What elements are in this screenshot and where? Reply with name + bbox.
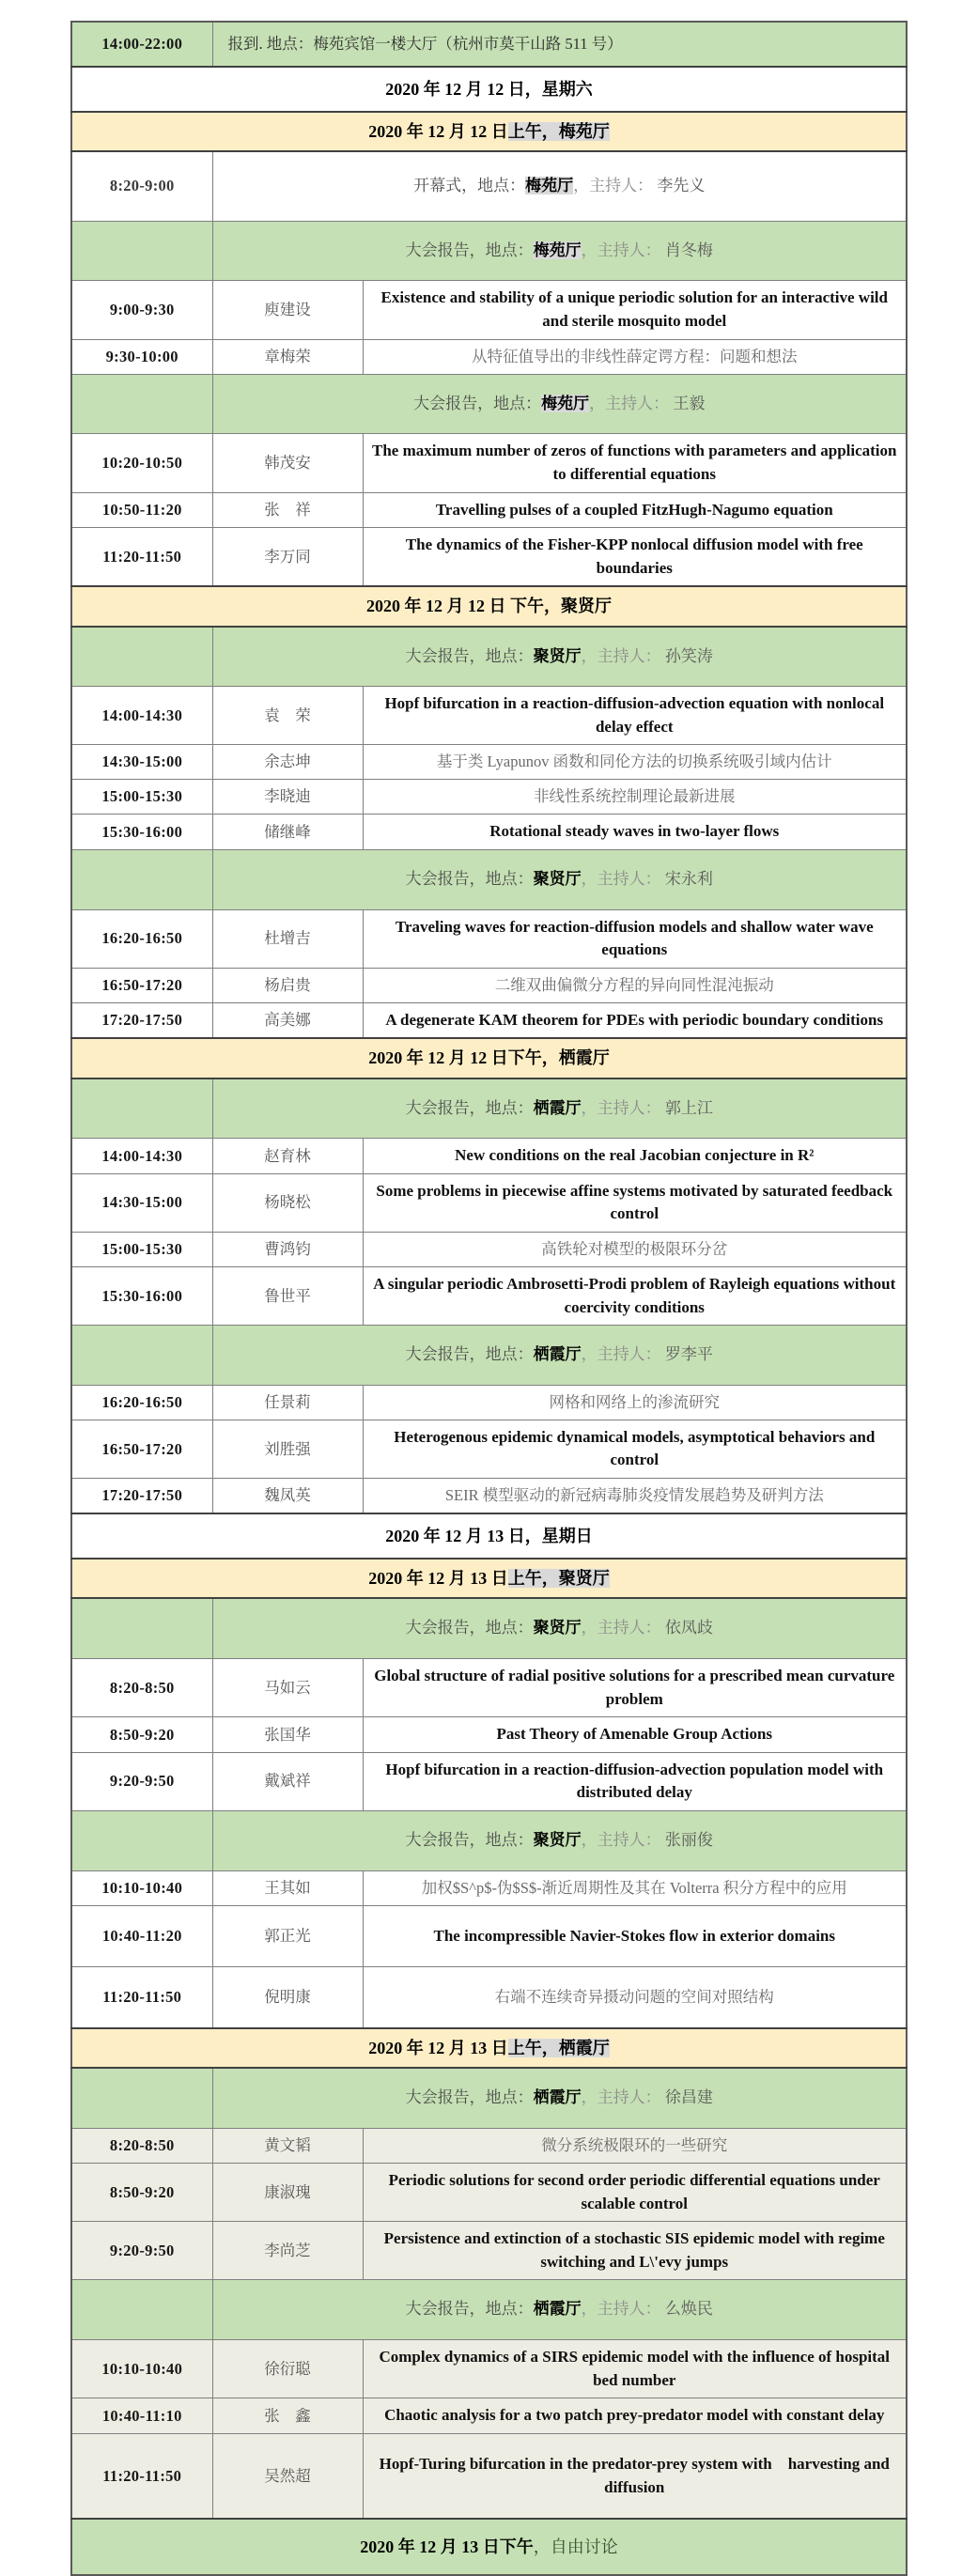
talk-title: Hopf bifurcation in a reaction-diffusion-advection equation with nonlocal delay effect — [363, 687, 907, 745]
time-cell: 16:50-17:20 — [71, 1420, 212, 1478]
chair-label: ，主持人： — [581, 1831, 661, 1850]
talk-title: 网格和网络上的渗流研究 — [363, 1385, 907, 1420]
venue-name: 聚贤厅 — [533, 1831, 582, 1850]
venue-name: 栖霞厅 — [533, 2088, 582, 2107]
session-header-cell — [212, 849, 907, 909]
session-label: 大会报告，地点： — [405, 241, 534, 259]
daypart-date: 2020 年 12 月 12 日 — [368, 122, 508, 142]
daypart-header — [71, 586, 907, 626]
time-cell — [71, 221, 212, 281]
venue-name: 栖霞厅 — [533, 1098, 582, 1117]
chair-label: ，主持人： — [581, 646, 661, 665]
talk-row — [71, 339, 907, 374]
talk-row — [71, 1420, 907, 1478]
time-cell: 15:30-16:00 — [71, 1267, 212, 1326]
session-header-cell — [212, 1811, 907, 1871]
session-label: 大会报告，地点： — [405, 1098, 534, 1117]
session-row — [71, 849, 907, 909]
daypart-venue: 上午，栖霞厅 — [507, 2039, 610, 2058]
speaker-name: 张 鑫 — [212, 2398, 363, 2434]
talk-title: Rotational steady waves in two-layer flows — [363, 815, 907, 850]
venue-name: 梅苑厅 — [533, 241, 582, 259]
time-cell — [71, 849, 212, 909]
talk-title: 微分系统极限环的一些研究 — [363, 2128, 907, 2163]
session-row — [71, 2280, 907, 2340]
daypart-date: 2020 年 12 月 12 日下午，栖霞厅 — [368, 1048, 610, 1068]
speaker-name: 赵育林 — [212, 1139, 363, 1174]
date-row — [71, 67, 907, 112]
session-header-cell — [212, 2280, 907, 2340]
time-cell: 8:20-9:00 — [71, 151, 212, 221]
time-cell: 9:20-9:50 — [71, 1752, 212, 1810]
talk-row — [71, 1967, 907, 2028]
time-cell: 9:00-9:30 — [71, 281, 212, 339]
talk-row — [71, 2398, 907, 2434]
time-cell: 9:30-10:00 — [71, 339, 212, 374]
time-cell: 16:20-16:50 — [71, 1385, 212, 1420]
talk-row — [71, 1479, 907, 1513]
session-label: 大会报告，地点： — [405, 2300, 534, 2319]
talk-title: Chaotic analysis for a two patch prey-predator model with constant delay — [363, 2398, 907, 2434]
talk-row — [71, 687, 907, 745]
time-cell: 11:20-11:50 — [71, 1967, 212, 2028]
talk-row — [71, 745, 907, 780]
talk-row — [71, 434, 907, 492]
time-cell: 8:20-8:50 — [71, 2128, 212, 2163]
session-row — [71, 2068, 907, 2128]
talk-title: Past Theory of Amenable Group Actions — [363, 1717, 907, 1753]
daypart-date: 2020 年 12 月 12 日 下午，聚贤厅 — [366, 597, 612, 616]
talk-row — [71, 1717, 907, 1753]
session-label: 大会报告，地点： — [405, 869, 534, 888]
time-cell: 14:30-15:00 — [71, 745, 212, 780]
talk-row — [71, 1267, 907, 1326]
time-cell — [71, 2068, 212, 2128]
time-cell: 10:10-10:40 — [71, 1870, 212, 1905]
free-discussion-date: 2020 年 12 月 13 日下午 — [360, 2537, 534, 2557]
venue-name: 聚贤厅 — [533, 869, 582, 888]
talk-row — [71, 815, 907, 850]
session-row — [71, 1079, 907, 1139]
speaker-name: 鲁世平 — [212, 1267, 363, 1326]
daypart-venue: 上午，聚贤厅 — [507, 1569, 610, 1589]
session-header-cell — [212, 1079, 907, 1139]
date-row — [71, 1513, 907, 1559]
talk-row — [71, 968, 907, 1002]
session-label: 大会报告，地点： — [413, 394, 542, 412]
talk-title: Global structure of radial positive solutions for a prescribed mean curvature problem — [363, 1658, 907, 1716]
session-row — [71, 627, 907, 687]
daypart-row — [71, 112, 907, 151]
talk-title: 非线性系统控制理论最新进展 — [363, 780, 907, 815]
daypart-header — [71, 112, 907, 151]
speaker-name: 杨晓松 — [212, 1173, 363, 1232]
talk-title: The incompressible Navier-Stokes flow in exterior domains — [363, 1905, 907, 1967]
time-cell — [71, 1598, 212, 1658]
talk-title: 基于类 Lyapunov 函数和同伦方法的切换系统吸引域内估计 — [363, 745, 907, 780]
talk-title: Traveling waves for reaction-diffusion models and shallow water wave equations — [363, 909, 907, 968]
talk-row — [71, 1139, 907, 1174]
time-cell: 8:50-9:20 — [71, 2163, 212, 2221]
time-cell — [71, 627, 212, 687]
free-discussion-label: ，自由讨论 — [533, 2537, 618, 2557]
venue-name: 梅苑厅 — [525, 177, 574, 195]
talk-row — [71, 528, 907, 587]
session-row — [71, 1326, 907, 1386]
talk-title: New conditions on the real Jacobian conjecture in R² — [363, 1139, 907, 1174]
free-discussion — [71, 2519, 907, 2575]
speaker-name: 杜增吉 — [212, 909, 363, 968]
time-cell — [71, 374, 212, 434]
speaker-name: 李万同 — [212, 528, 363, 587]
talk-title: 右端不连续奇异摄动问题的空间对照结构 — [363, 1967, 907, 2028]
speaker-name: 韩茂安 — [212, 434, 363, 492]
daypart-date: 2020 年 12 月 13 日 — [368, 2039, 508, 2058]
time-cell: 8:50-9:20 — [71, 1717, 212, 1753]
daypart-row — [71, 586, 907, 626]
speaker-name: 李尚芝 — [212, 2222, 363, 2280]
talk-row — [71, 1002, 907, 1038]
session-label: 开幕式，地点： — [413, 177, 526, 195]
talk-row — [71, 909, 907, 968]
free-row — [71, 2519, 907, 2575]
session-label: 大会报告，地点： — [405, 1345, 534, 1364]
speaker-name: 徐衍聪 — [212, 2340, 363, 2398]
chair-label: ，主持人： — [589, 394, 670, 412]
time-cell: 10:50-11:20 — [71, 492, 212, 528]
talk-title: Hopf bifurcation in a reaction-diffusion-advection population model with distributed delay — [363, 1752, 907, 1810]
talk-title: Heterogenous epidemic dynamical models, asymptotical behaviors and control — [363, 1420, 907, 1478]
talk-title: 高铁轮对模型的极限环分岔 — [363, 1233, 907, 1267]
daypart-header — [71, 2028, 907, 2068]
speaker-name: 戴斌祥 — [212, 1752, 363, 1810]
talk-row — [71, 1385, 907, 1420]
daypart-venue: 上午，梅苑厅 — [507, 122, 610, 142]
date-header: 2020 年 12 月 13 日，星期日 — [71, 1513, 907, 1559]
speaker-name: 黄文韬 — [212, 2128, 363, 2163]
chair-label: ，主持人： — [581, 1098, 661, 1117]
time-cell: 15:30-16:00 — [71, 815, 212, 850]
time-cell — [71, 2280, 212, 2340]
chair-name: 肖冬梅 — [660, 241, 713, 259]
session-header-cell — [212, 1326, 907, 1386]
daypart-row — [71, 1559, 907, 1598]
chair-label: ，主持人： — [581, 2088, 661, 2107]
daypart-header — [71, 1559, 907, 1598]
talk-title: Persistence and extinction of a stochastic SIS epidemic model with regime switching and L\'evy jumps — [363, 2222, 907, 2280]
speaker-name: 李晓迪 — [212, 780, 363, 815]
speaker-name: 袁 荣 — [212, 687, 363, 745]
speaker-name: 张国华 — [212, 1717, 363, 1753]
speaker-name: 郭正光 — [212, 1905, 363, 1967]
time-cell: 11:20-11:50 — [71, 2433, 212, 2519]
chair-name: 么焕民 — [660, 2300, 713, 2319]
time-cell: 14:00-14:30 — [71, 1139, 212, 1174]
talk-title: Periodic solutions for second order periodic differential equations under scalable control — [363, 2163, 907, 2221]
session-header-cell — [212, 1598, 907, 1658]
time-cell: 11:20-11:50 — [71, 528, 212, 587]
daypart-header — [71, 1038, 907, 1078]
chair-label: ，主持人： — [581, 241, 661, 259]
talk-row — [71, 281, 907, 339]
speaker-name: 张 祥 — [212, 492, 363, 528]
session-row — [71, 1598, 907, 1658]
time-cell: 17:20-17:50 — [71, 1002, 212, 1038]
venue-name: 聚贤厅 — [533, 1619, 582, 1637]
chair-name: 孙笑涛 — [660, 646, 713, 665]
talk-row — [71, 2163, 907, 2221]
time-cell: 14:00-14:30 — [71, 687, 212, 745]
talk-row — [71, 1658, 907, 1716]
daypart-date: 2020 年 12 月 13 日 — [368, 1569, 508, 1589]
venue-name: 栖霞厅 — [533, 1345, 582, 1364]
talk-title: Travelling pulses of a coupled FitzHugh-Nagumo equation — [363, 492, 907, 528]
chair-name: 郭上江 — [660, 1098, 713, 1117]
speaker-name: 任景莉 — [212, 1385, 363, 1420]
time-cell: 14:30-15:00 — [71, 1173, 212, 1232]
session-row — [71, 374, 907, 434]
talk-row — [71, 2340, 907, 2398]
talk-row — [71, 1173, 907, 1232]
speaker-name: 庾建设 — [212, 281, 363, 339]
talk-title: A singular periodic Ambrosetti-Prodi problem of Rayleigh equations without coercivity conditions — [363, 1267, 907, 1326]
time-cell: 10:10-10:40 — [71, 2340, 212, 2398]
time-cell: 10:40-11:20 — [71, 1905, 212, 1967]
talk-row — [71, 1233, 907, 1267]
talk-row — [71, 1870, 907, 1905]
talk-title: The dynamics of the Fisher-KPP nonlocal diffusion model with free boundaries — [363, 528, 907, 587]
talk-title: 从特征值导出的非线性薛定谔方程：问题和想法 — [363, 339, 907, 374]
speaker-name: 曹鸿钧 — [212, 1233, 363, 1267]
talk-row — [71, 492, 907, 528]
speaker-name: 魏凤英 — [212, 1479, 363, 1513]
talk-title: 二维双曲偏微分方程的异向同性混沌振动 — [363, 968, 907, 1002]
talk-row — [71, 780, 907, 815]
time-cell: 10:20-10:50 — [71, 434, 212, 492]
speaker-name: 章梅荣 — [212, 339, 363, 374]
time-cell — [71, 1811, 212, 1871]
time-cell: 16:50-17:20 — [71, 968, 212, 1002]
session-label: 大会报告，地点： — [405, 646, 534, 665]
speaker-name: 马如云 — [212, 1658, 363, 1716]
time-cell: 17:20-17:50 — [71, 1479, 212, 1513]
session-label: 大会报告，地点： — [405, 1831, 534, 1850]
conference-schedule-table — [70, 21, 908, 2576]
chair-name: 罗李平 — [660, 1345, 713, 1364]
time-cell: 9:20-9:50 — [71, 2222, 212, 2280]
time-cell — [71, 1079, 212, 1139]
chair-name: 徐昌建 — [660, 2088, 713, 2107]
talk-title: Some problems in piecewise affine systems motivated by saturated feedback control — [363, 1173, 907, 1232]
chair-name: 张丽俊 — [660, 1831, 713, 1850]
registration-info: 报到. 地点：梅苑宾馆一楼大厅（杭州市莫干山路 511 号） — [212, 22, 907, 67]
opening-ceremony-cell — [212, 151, 907, 221]
speaker-name: 刘胜强 — [212, 1420, 363, 1478]
time-cell — [71, 1326, 212, 1386]
speaker-name: 吴然超 — [212, 2433, 363, 2519]
session-header-cell — [212, 374, 907, 434]
talk-title: Hopf-Turing bifurcation in the predator-prey system with harvesting and diffusion — [363, 2433, 907, 2519]
session-header-cell — [212, 221, 907, 281]
daypart-row — [71, 1038, 907, 1078]
chair-label: ，主持人： — [581, 869, 661, 888]
session-label: 大会报告，地点： — [405, 1619, 534, 1637]
session-row — [71, 221, 907, 281]
talk-row — [71, 2128, 907, 2163]
time-cell: 14:00-22:00 — [71, 22, 212, 67]
session-header-cell — [212, 2068, 907, 2128]
speaker-name: 倪明康 — [212, 1967, 363, 2028]
chair-label: ，主持人： — [581, 2300, 661, 2319]
chair-label: ，主持人： — [581, 1619, 661, 1637]
speaker-name: 高美娜 — [212, 1002, 363, 1038]
speaker-name: 杨启贵 — [212, 968, 363, 1002]
talk-title: The maximum number of zeros of functions with parameters and application to differential equations — [363, 434, 907, 492]
speaker-name: 余志坤 — [212, 745, 363, 780]
speaker-name: 康淑瑰 — [212, 2163, 363, 2221]
time-cell: 16:20-16:50 — [71, 909, 212, 968]
talk-title: Existence and stability of a unique periodic solution for an interactive wild and sterile mosquito model — [363, 281, 907, 339]
date-header: 2020 年 12 月 12 日，星期六 — [71, 67, 907, 112]
time-cell: 15:00-15:30 — [71, 780, 212, 815]
time-cell: 10:40-11:10 — [71, 2398, 212, 2434]
talk-title: Complex dynamics of a SIRS epidemic model with the influence of hospital bed number — [363, 2340, 907, 2398]
opening-row — [71, 151, 907, 221]
time-cell: 15:00-15:30 — [71, 1233, 212, 1267]
session-header-cell — [212, 627, 907, 687]
chair-label: ，主持人： — [573, 177, 654, 195]
chair-name: 依凤歧 — [660, 1619, 713, 1637]
speaker-name: 王其如 — [212, 1870, 363, 1905]
speaker-name: 储继峰 — [212, 815, 363, 850]
time-cell: 8:20-8:50 — [71, 1658, 212, 1716]
schedule-body — [71, 22, 907, 2575]
chair-name: 宋永利 — [660, 869, 713, 888]
talk-row — [71, 1905, 907, 1967]
session-label: 大会报告，地点： — [405, 2088, 534, 2107]
talk-title: A degenerate KAM theorem for PDEs with periodic boundary conditions — [363, 1002, 907, 1038]
talk-row — [71, 1752, 907, 1810]
session-row — [71, 1811, 907, 1871]
talk-title: 加权$S^p$-伪$S$-渐近周期性及其在 Volterra 积分方程中的应用 — [363, 1870, 907, 1905]
daypart-row — [71, 2028, 907, 2068]
venue-name: 栖霞厅 — [533, 2300, 582, 2319]
chair-name: 李先义 — [653, 177, 706, 195]
venue-name: 梅苑厅 — [541, 394, 590, 412]
talk-title: SEIR 模型驱动的新冠病毒肺炎疫情发展趋势及研判方法 — [363, 1479, 907, 1513]
chair-name: 王毅 — [669, 394, 706, 412]
info-row — [71, 22, 907, 67]
chair-label: ，主持人： — [581, 1345, 661, 1364]
talk-row — [71, 2222, 907, 2280]
venue-name: 聚贤厅 — [533, 646, 582, 665]
talk-row — [71, 2433, 907, 2519]
